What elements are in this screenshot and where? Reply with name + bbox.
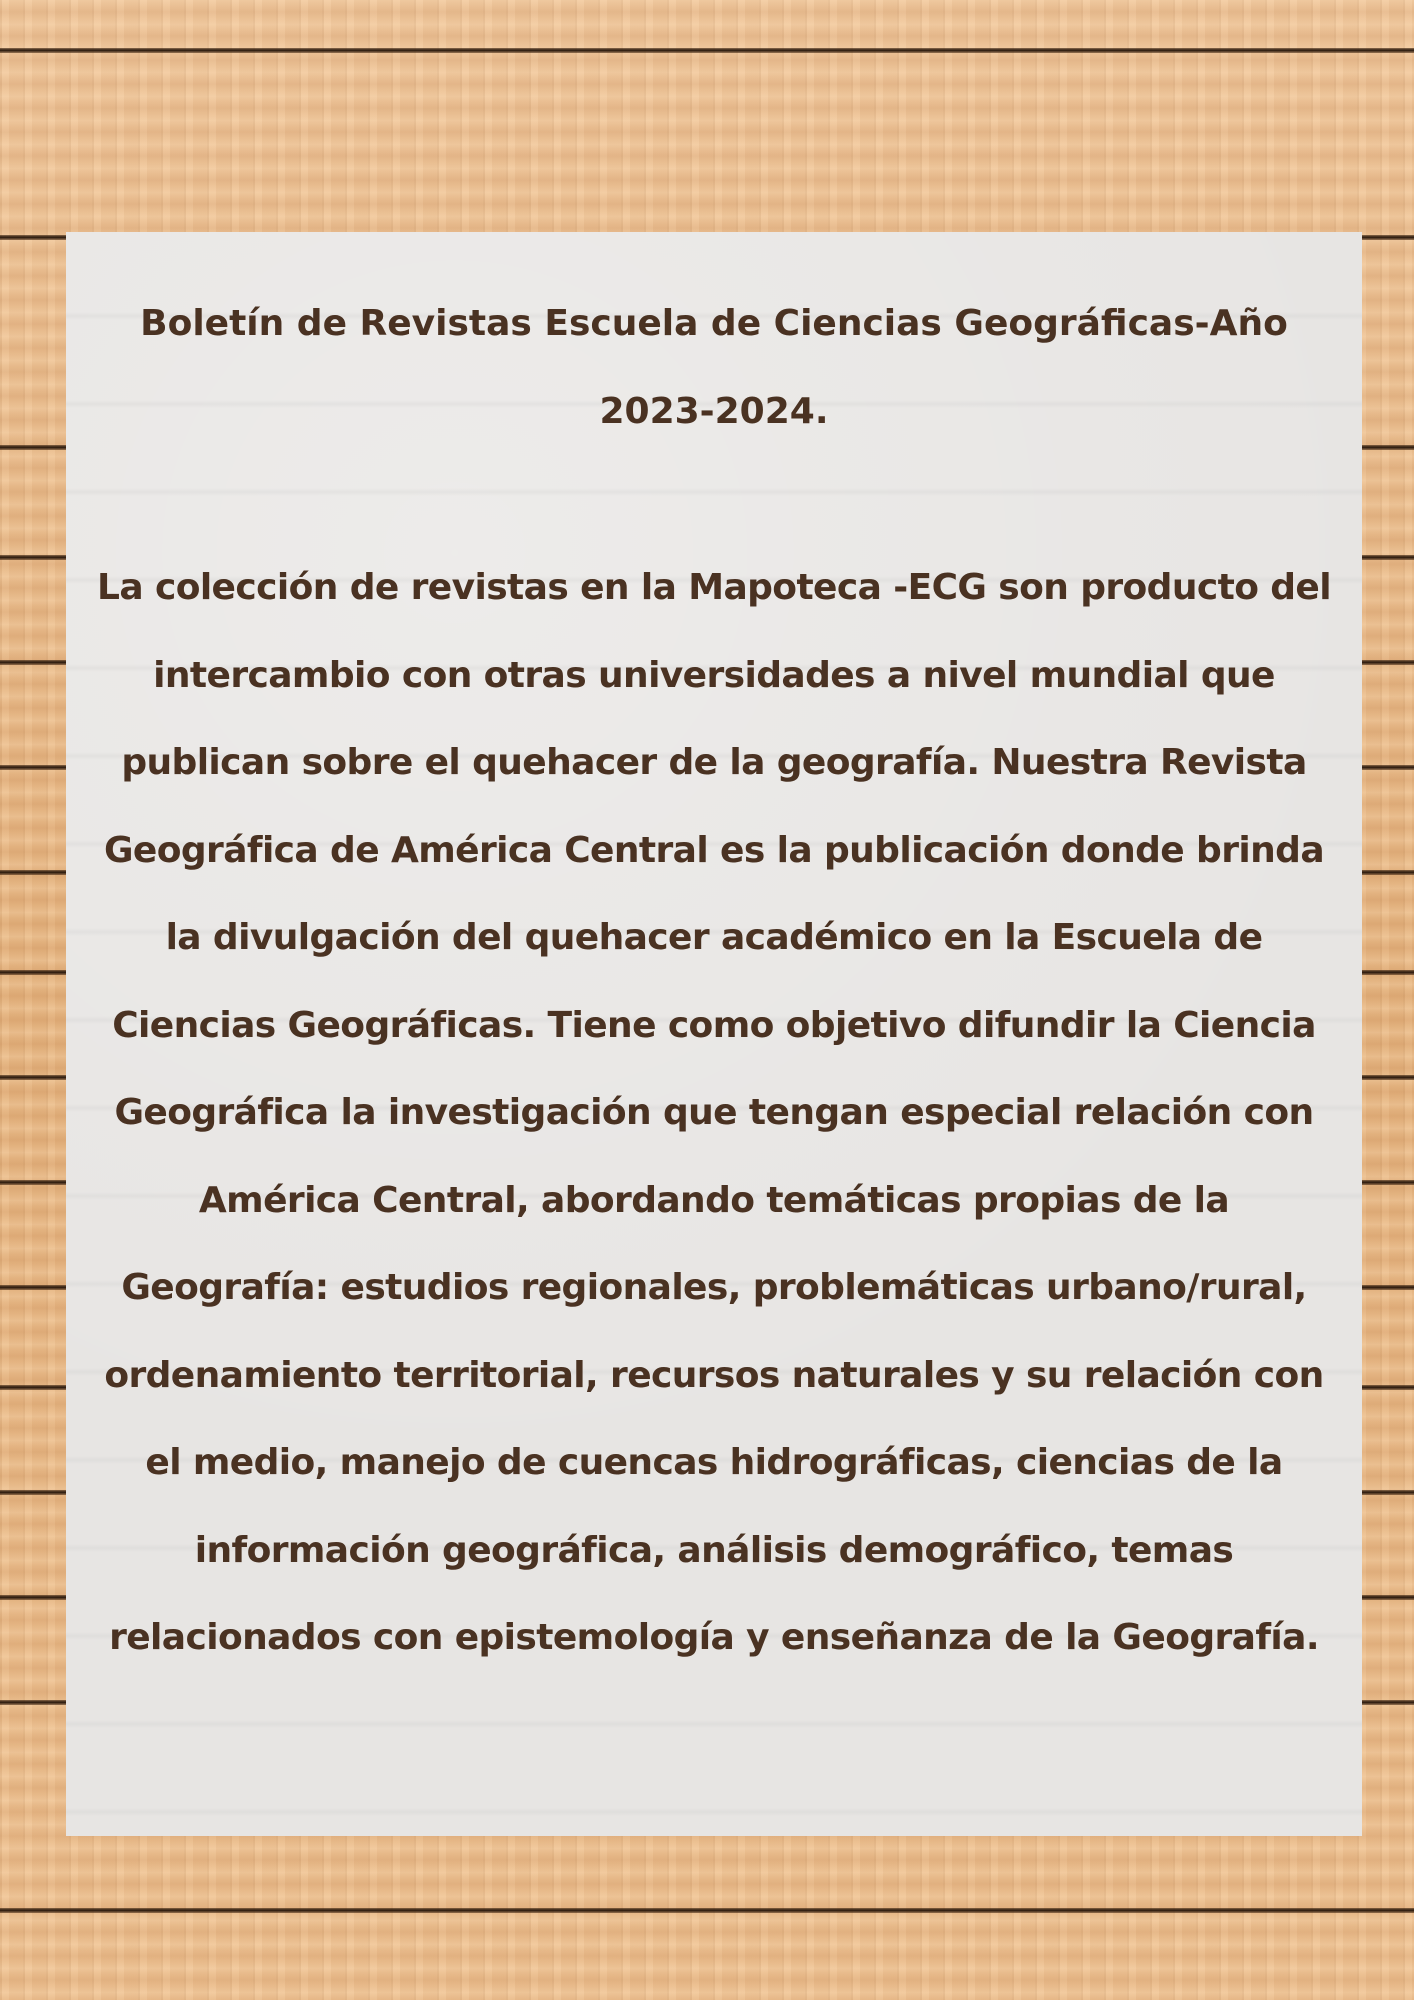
text-panel [66, 232, 1362, 1836]
plank-seam [0, 48, 1414, 53]
plank-seam [1362, 1075, 1414, 1080]
plank-seam [0, 1180, 66, 1185]
plank-seam [0, 1908, 1414, 1913]
plank-seam [0, 1385, 66, 1390]
plank-seam [1362, 970, 1414, 975]
body-paragraph: La colección de revistas en la Mapoteca -ECG son producto del intercambio con otras universidades a nivel mundial que publican sobre el quehacer de la geografía. Nuestra Revista Geográfica de América Central es la publicación donde brinda la divulgación del quehacer académico en la Escuela de Ciencias Geográficas. Tiene como objetivo difundir la Ciencia Geográfica la investigación que tengan especial relación con América Central, abordando temáticas propias de la Geografía: estudios regionales, problemáticas urbano/rural, ordenamiento territorial, recursos naturales y su relación con el medio, manejo de cuencas hidrográficas, ciencias de la información geográfica, análisis demográfico, temas relacionados con epistemología y enseñanza de la Geografía. [96, 567, 1331, 1658]
plank-seam [0, 1490, 66, 1495]
plank-seam [1362, 1385, 1414, 1390]
plank-seam [0, 1700, 66, 1705]
plank-seam [1362, 1595, 1414, 1600]
plank-seam [0, 660, 66, 665]
plank-seam [1362, 555, 1414, 560]
plank-seam [0, 1595, 66, 1600]
plank-seam [0, 765, 66, 770]
plank-seam [1362, 445, 1414, 450]
plank-seam [0, 1075, 66, 1080]
plank-seam [0, 555, 66, 560]
plank-seam [0, 1285, 66, 1290]
plank-seam [0, 970, 66, 975]
plank-seam [1362, 765, 1414, 770]
plank-seam [1362, 660, 1414, 665]
plank-seam [1362, 1180, 1414, 1185]
plank-seam [1362, 1285, 1414, 1290]
page-title: Boletín de Revistas Escuela de Ciencias Geográficas-Año 2023-2024. [140, 303, 1288, 432]
plank-seam [0, 870, 66, 875]
plank-seam [1362, 870, 1414, 875]
plank-seam [1362, 1700, 1414, 1705]
plank-seam [0, 445, 66, 450]
plank-seam [1362, 1490, 1414, 1495]
